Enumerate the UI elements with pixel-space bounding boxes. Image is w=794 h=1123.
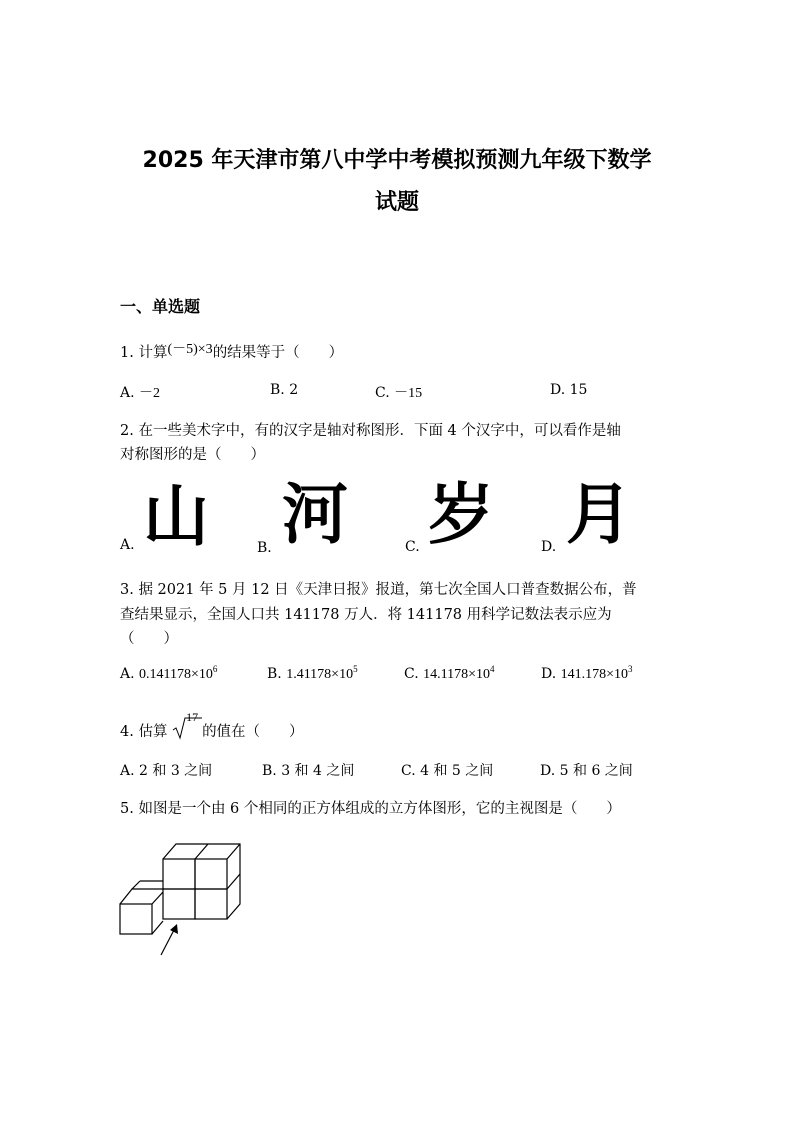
option-label: D. [550,382,566,398]
option-c-character: 岁 [428,476,494,553]
page-title-line2: 试题 [374,190,419,215]
option-d [540,760,633,780]
option-text: －2 [139,386,161,401]
cube-figure [110,835,250,965]
option-text: 14.1178×10 [423,667,491,682]
question-3 [120,578,637,599]
option-c [401,760,493,780]
option-exponent: 4 [490,664,495,674]
question-2-line2: 对称图形的是（ ） [120,447,265,463]
option-label: C. [375,385,390,401]
option-label: D. [541,666,557,682]
option-d [550,382,587,398]
option-text: 5 和 6 之间 [559,763,633,779]
option-text: 2 [289,382,299,398]
cube-lines [120,844,240,934]
option-b [270,382,298,398]
question-text: 计算 [138,345,168,361]
question-text: 在一些美术字中，有的汉字是轴对称图形．下面 4 个汉字中，可以看作是轴 [138,423,621,439]
option-d-label: D. [541,539,557,555]
option-b [262,760,354,780]
option-b-label: B. [257,540,272,556]
option-text: 0.141178×10 [139,667,213,682]
option-b [267,666,358,683]
option-c [404,666,495,683]
option-label: B. [262,763,277,779]
question-text: 如图是一个由 6 个相同的正方体组成的立方体图形，它的主视图是（ ） [138,801,621,817]
option-exponent: 3 [628,664,633,674]
math-expression: (－5)×3 [167,342,213,357]
question-number: 2. [120,423,134,439]
square-root [172,710,202,740]
question-1 [120,341,343,362]
question-number: 4. [120,724,134,740]
option-text: －15 [394,386,423,401]
option-c-label: C. [405,539,420,555]
option-label: B. [270,382,285,398]
question-number: 1. [120,345,134,361]
option-a [120,760,212,780]
question-3-line2: 查结果显示，全国人口共 141178 万人．将 141178 用科学记数法表示应为 [120,607,612,623]
question-number: 5. [120,801,134,817]
question-2 [120,419,621,440]
option-text: 3 和 4 之间 [281,763,355,779]
option-label: A. [120,763,135,779]
page-title: 2025 年天津市第八中学中考模拟预测九年级下数学 [142,148,652,173]
option-b-character: 河 [282,476,348,553]
question-text: 据 2021 年 5 月 12 日《天津日报》报道，第七次全国人口普查数据公布，普 [138,582,637,598]
option-d [541,666,633,683]
option-label: C. [401,763,416,779]
option-text: 2 和 3 之间 [139,763,213,779]
section-heading: 一、单选题 [120,297,201,316]
question-4 [120,710,304,741]
option-a [120,382,160,402]
option-text: 4 和 5 之间 [420,763,494,779]
option-label: B. [267,666,282,682]
question-text: 估算 [138,724,168,740]
option-text: 15 [569,382,588,398]
option-text: 1.41178×10 [286,667,354,682]
option-label: A. [120,385,135,401]
option-label: A. [120,666,135,682]
option-a-label: A. [120,537,135,553]
option-exponent: 6 [212,664,218,674]
question-number: 3. [120,582,134,598]
option-exponent: 5 [353,664,358,674]
question-5 [120,797,621,818]
arrow-icon [161,924,178,955]
question-text: 的结果等于（ ） [212,345,344,361]
question-text: 的值在（ ） [202,724,304,740]
question-3-line3: （ ） [120,631,178,647]
option-a-character: 山 [143,478,209,555]
option-label: C. [404,666,419,682]
option-label: D. [540,763,556,779]
option-a [120,666,217,683]
option-text: 141.178×10 [560,667,629,682]
radicand: 17 [186,710,199,724]
option-c [375,382,422,402]
option-d-character: 月 [566,476,632,553]
